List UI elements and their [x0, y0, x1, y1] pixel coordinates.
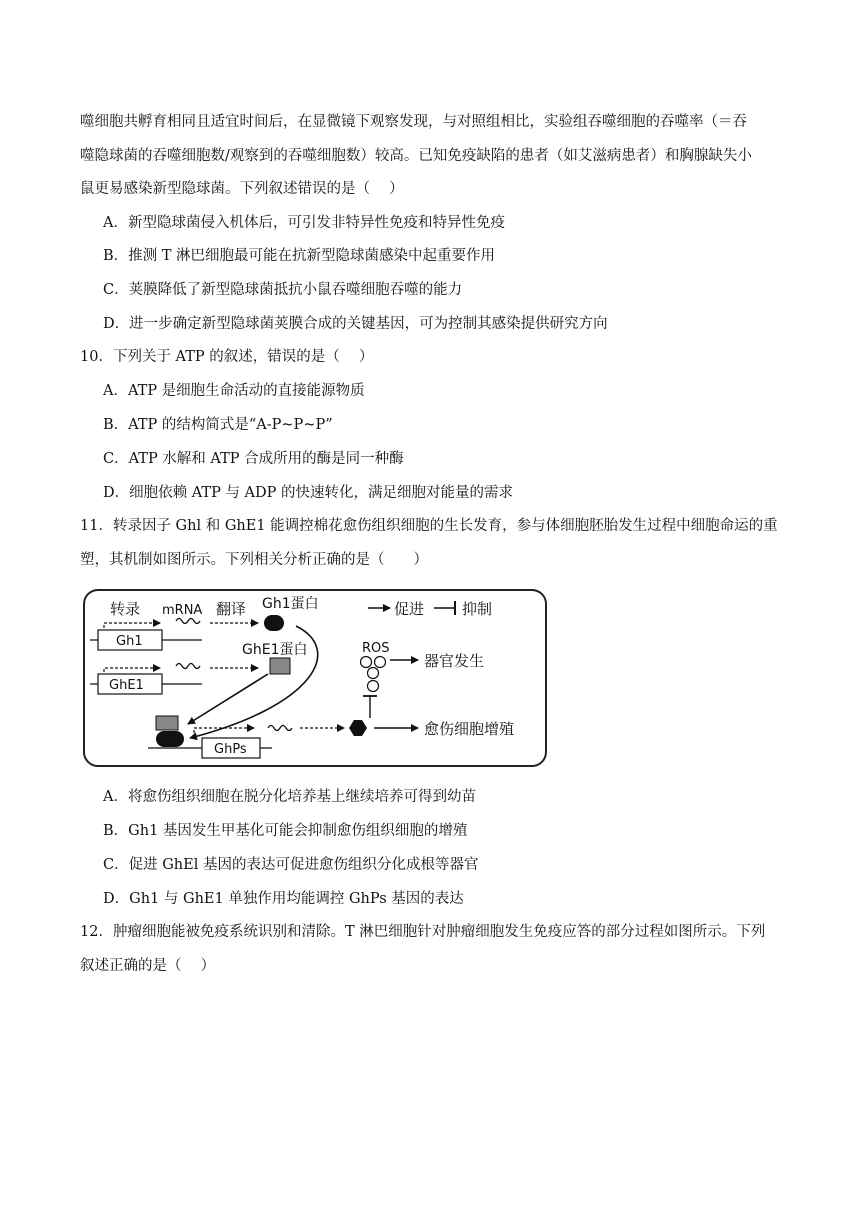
q10-stem: 10．下列关于 ATP 的叙述，错误的是（ ） [80, 349, 374, 365]
q10-option-d: D．细胞依赖 ATP 与 ADP 的快速转化，满足细胞对能量的需求 [103, 485, 514, 501]
q11-option-d: D．Gh1 与 GhE1 单独作用均能调控 GhPs 基因的表达 [103, 891, 464, 907]
transcription-label: 转录 [110, 600, 141, 618]
ghps-gene-label: GhPs [214, 742, 247, 757]
translation-label: 翻译 [216, 600, 247, 618]
legend-promote-label: 促进 [394, 600, 425, 618]
q10-option-a: A．ATP 是细胞生命活动的直接能源物质 [103, 383, 365, 399]
q9-stem-line-3: 鼠更易感染新型隐球菌。下列叙述错误的是（ ） [80, 181, 404, 197]
ros-circle [368, 681, 379, 692]
ros-label: ROS [362, 641, 390, 656]
organ-development-label: 器官发生 [424, 652, 485, 670]
q11-stem-line-1: 11．转录因子 Ghl 和 GhE1 能调控棉花愈伤组织细胞的生长发育，参与体细胞胚胎发生过程中细胞命运的重 [80, 518, 778, 534]
ghe1-bound-shape [156, 716, 178, 730]
ros-circle [375, 657, 386, 668]
q9-option-d: D．进一步确定新型隐球菌荚膜合成的关键基因，可为控制其感染提供研究方向 [103, 316, 608, 332]
q12-stem-line-1: 12．肿瘤细胞能被免疫系统识别和清除。T 淋巴细胞针对肿瘤细胞发生免疫应答的部分过程如图所示。下列 [80, 924, 766, 940]
gene-regulation-diagram [82, 588, 548, 768]
q10-option-c: C．ATP 水解和 ATP 合成所用的酶是同一种酶 [103, 451, 404, 467]
q9-stem-line-1: 噬细胞共孵育相同且适宜时间后，在显微镜下观察发现，与对照组相比，实验组吞噬细胞的吞噬率（＝吞 [80, 114, 747, 130]
q10-option-b: B．ATP 的结构简式是“A-P~P~P” [103, 417, 333, 433]
gh1-protein-label: Gh1蛋白 [262, 596, 319, 612]
q9-stem-line-2: 噬隐球菌的吞噬细胞数/观察到的吞噬细胞数）较高。已知免疫缺陷的患者（如艾滋病患者）和胸腺缺失小 [80, 148, 752, 164]
q9-option-b: B．推测 T 淋巴细胞最可能在抗新型隐球菌感染中起重要作用 [103, 248, 496, 264]
q11-option-c: C．促进 GhEl 基因的表达可促进愈伤组织分化成根等器官 [103, 857, 479, 873]
q9-option-a: A．新型隐球菌侵入机体后，可引发非特异性免疫和特异性免疫 [103, 215, 505, 231]
mrna-label: mRNA [162, 603, 203, 618]
ghe1-gene-label: GhE1 [109, 678, 144, 693]
q11-option-a: A．将愈伤组织细胞在脱分化培养基上继续培养可得到幼苗 [103, 789, 476, 805]
callus-proliferation-label: 愈伤细胞增殖 [424, 720, 515, 738]
ghe1-protein-label: GhE1蛋白 [242, 642, 308, 658]
q12-stem-line-2: 叙述正确的是（ ） [80, 958, 216, 974]
ros-circle [361, 657, 372, 668]
ghe1-protein-shape [270, 658, 290, 674]
ros-circle [368, 668, 379, 679]
gh1-bound-shape [156, 731, 184, 747]
q9-option-c: C．荚膜降低了新型隐球菌抵抗小鼠吞噬细胞吞噬的能力 [103, 282, 463, 298]
legend-inhibit-label: 抑制 [462, 600, 493, 618]
q11-stem-line-2: 塑，其机制如图所示。下列相关分析正确的是（ ） [80, 552, 428, 568]
q11-option-b: B．Gh1 基因发生甲基化可能会抑制愈伤组织细胞的增殖 [103, 823, 468, 839]
gh1-protein-shape [264, 615, 284, 631]
gh1-gene-label: Gh1 [116, 634, 143, 649]
